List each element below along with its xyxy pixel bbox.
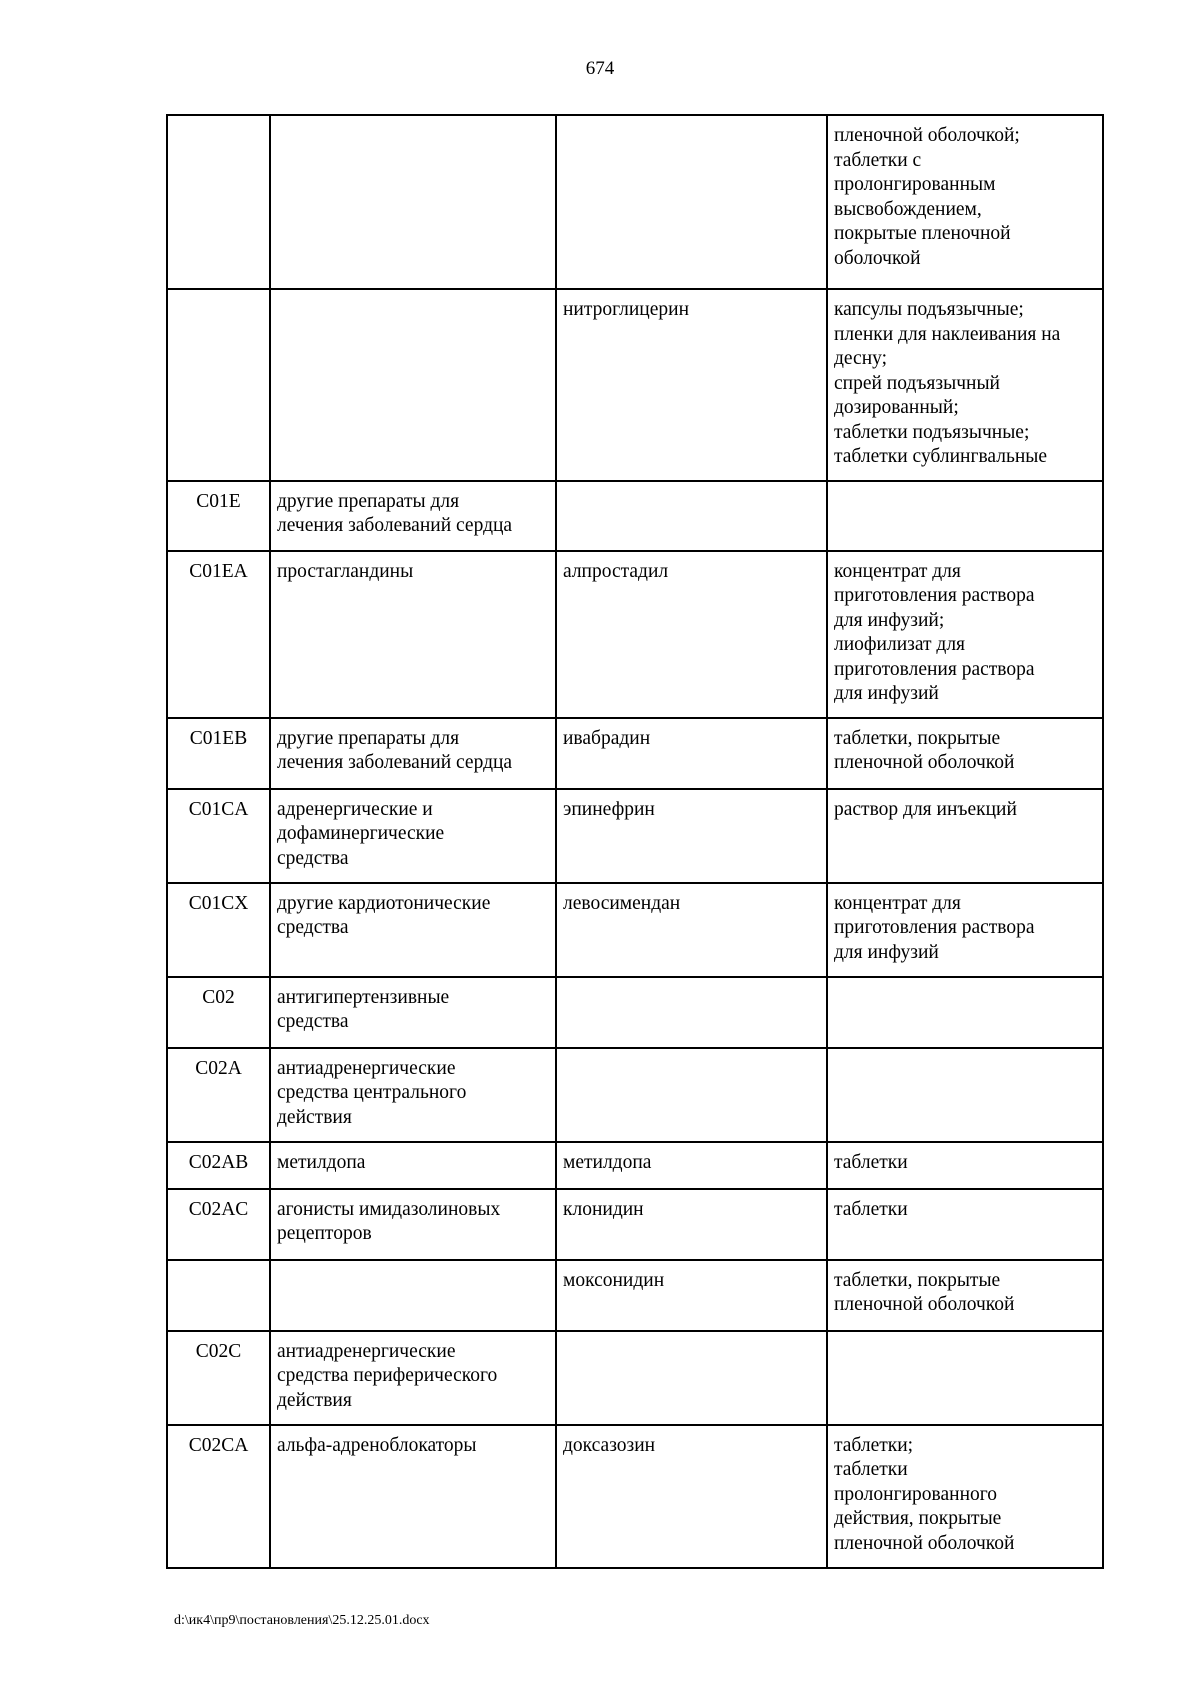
group-cell bbox=[270, 289, 556, 481]
table-row bbox=[167, 1260, 1103, 1331]
drug-cell: ивабрадин bbox=[556, 718, 827, 789]
dosage-form-cell bbox=[827, 1048, 1103, 1142]
group-cell: простагландины bbox=[270, 551, 556, 718]
atc-code-cell bbox=[167, 115, 270, 289]
atc-code-cell bbox=[167, 1260, 270, 1331]
footer-file-path: d:\ик4\пр9\постановления\25.12.25.01.docx bbox=[174, 1613, 430, 1628]
atc-code-cell: C01EB bbox=[167, 718, 270, 789]
table-row bbox=[167, 977, 1103, 1048]
drug-table-body bbox=[167, 115, 1103, 1568]
group-cell: метилдопа bbox=[270, 1142, 556, 1189]
drug-table bbox=[166, 114, 1104, 1569]
drug-cell: алпростадил bbox=[556, 551, 827, 718]
dosage-form-cell: таблетки bbox=[827, 1142, 1103, 1189]
atc-code-cell: C01E bbox=[167, 481, 270, 551]
page-number: 674 bbox=[585, 58, 615, 79]
atc-code-cell: C02AC bbox=[167, 1189, 270, 1260]
group-cell: антигипертензивные средства bbox=[270, 977, 556, 1048]
group-cell: адренергические и дофаминергические средства bbox=[270, 789, 556, 883]
atc-code-cell bbox=[167, 289, 270, 481]
table-row bbox=[167, 115, 1103, 289]
dosage-form-cell bbox=[827, 1331, 1103, 1425]
table-row bbox=[167, 883, 1103, 977]
dosage-form-cell: пленочной оболочкой; таблетки с пролонгированным высвобождением, покрытые пленочной оболочкой bbox=[827, 115, 1103, 289]
dosage-form-cell: раствор для инъекций bbox=[827, 789, 1103, 883]
group-cell: агонисты имидазолиновых рецепторов bbox=[270, 1189, 556, 1260]
group-cell: альфа-адреноблокаторы bbox=[270, 1425, 556, 1568]
dosage-form-cell bbox=[827, 977, 1103, 1048]
drug-cell: нитроглицерин bbox=[556, 289, 827, 481]
group-cell: другие кардиотонические средства bbox=[270, 883, 556, 977]
table-row bbox=[167, 1048, 1103, 1142]
drug-cell: метилдопа bbox=[556, 1142, 827, 1189]
group-cell: антиадренергические средства центрального действия bbox=[270, 1048, 556, 1142]
table-row bbox=[167, 551, 1103, 718]
drug-cell bbox=[556, 115, 827, 289]
atc-code-cell: C02 bbox=[167, 977, 270, 1048]
table-row bbox=[167, 289, 1103, 481]
drug-cell: клонидин bbox=[556, 1189, 827, 1260]
atc-code-cell: C02AB bbox=[167, 1142, 270, 1189]
atc-code-cell: C01CA bbox=[167, 789, 270, 883]
atc-code-cell: C01EA bbox=[167, 551, 270, 718]
table-row bbox=[167, 789, 1103, 883]
atc-code-cell: C02A bbox=[167, 1048, 270, 1142]
table-row bbox=[167, 1425, 1103, 1568]
table-row bbox=[167, 1142, 1103, 1189]
table-row bbox=[167, 718, 1103, 789]
dosage-form-cell: концентрат для приготовления раствора для инфузий bbox=[827, 883, 1103, 977]
atc-code-cell: C01CX bbox=[167, 883, 270, 977]
table-row bbox=[167, 1331, 1103, 1425]
dosage-form-cell: таблетки, покрытые пленочной оболочкой bbox=[827, 1260, 1103, 1331]
dosage-form-cell: таблетки; таблетки пролонгированного действия, покрытые пленочной оболочкой bbox=[827, 1425, 1103, 1568]
drug-cell bbox=[556, 1048, 827, 1142]
drug-cell bbox=[556, 977, 827, 1048]
table-row bbox=[167, 1189, 1103, 1260]
group-cell bbox=[270, 1260, 556, 1331]
group-cell: другие препараты для лечения заболеваний сердца bbox=[270, 718, 556, 789]
drug-cell bbox=[556, 1331, 827, 1425]
drug-cell: моксонидин bbox=[556, 1260, 827, 1331]
group-cell bbox=[270, 115, 556, 289]
dosage-form-cell bbox=[827, 481, 1103, 551]
group-cell: антиадренергические средства периферического действия bbox=[270, 1331, 556, 1425]
dosage-form-cell: таблетки, покрытые пленочной оболочкой bbox=[827, 718, 1103, 789]
dosage-form-cell: концентрат для приготовления раствора для инфузий; лиофилизат для приготовления раствора для инфузий bbox=[827, 551, 1103, 718]
drug-cell: эпинефрин bbox=[556, 789, 827, 883]
dosage-form-cell: таблетки bbox=[827, 1189, 1103, 1260]
drug-cell: доксазозин bbox=[556, 1425, 827, 1568]
group-cell: другие препараты для лечения заболеваний сердца bbox=[270, 481, 556, 551]
dosage-form-cell: капсулы подъязычные; пленки для наклеивания на десну; спрей подъязычный дозированный; таблетки подъязычные; таблетки сублингвальные bbox=[827, 289, 1103, 481]
atc-code-cell: C02CA bbox=[167, 1425, 270, 1568]
table-row bbox=[167, 481, 1103, 551]
atc-code-cell: C02C bbox=[167, 1331, 270, 1425]
drug-cell: левосимендан bbox=[556, 883, 827, 977]
drug-cell bbox=[556, 481, 827, 551]
